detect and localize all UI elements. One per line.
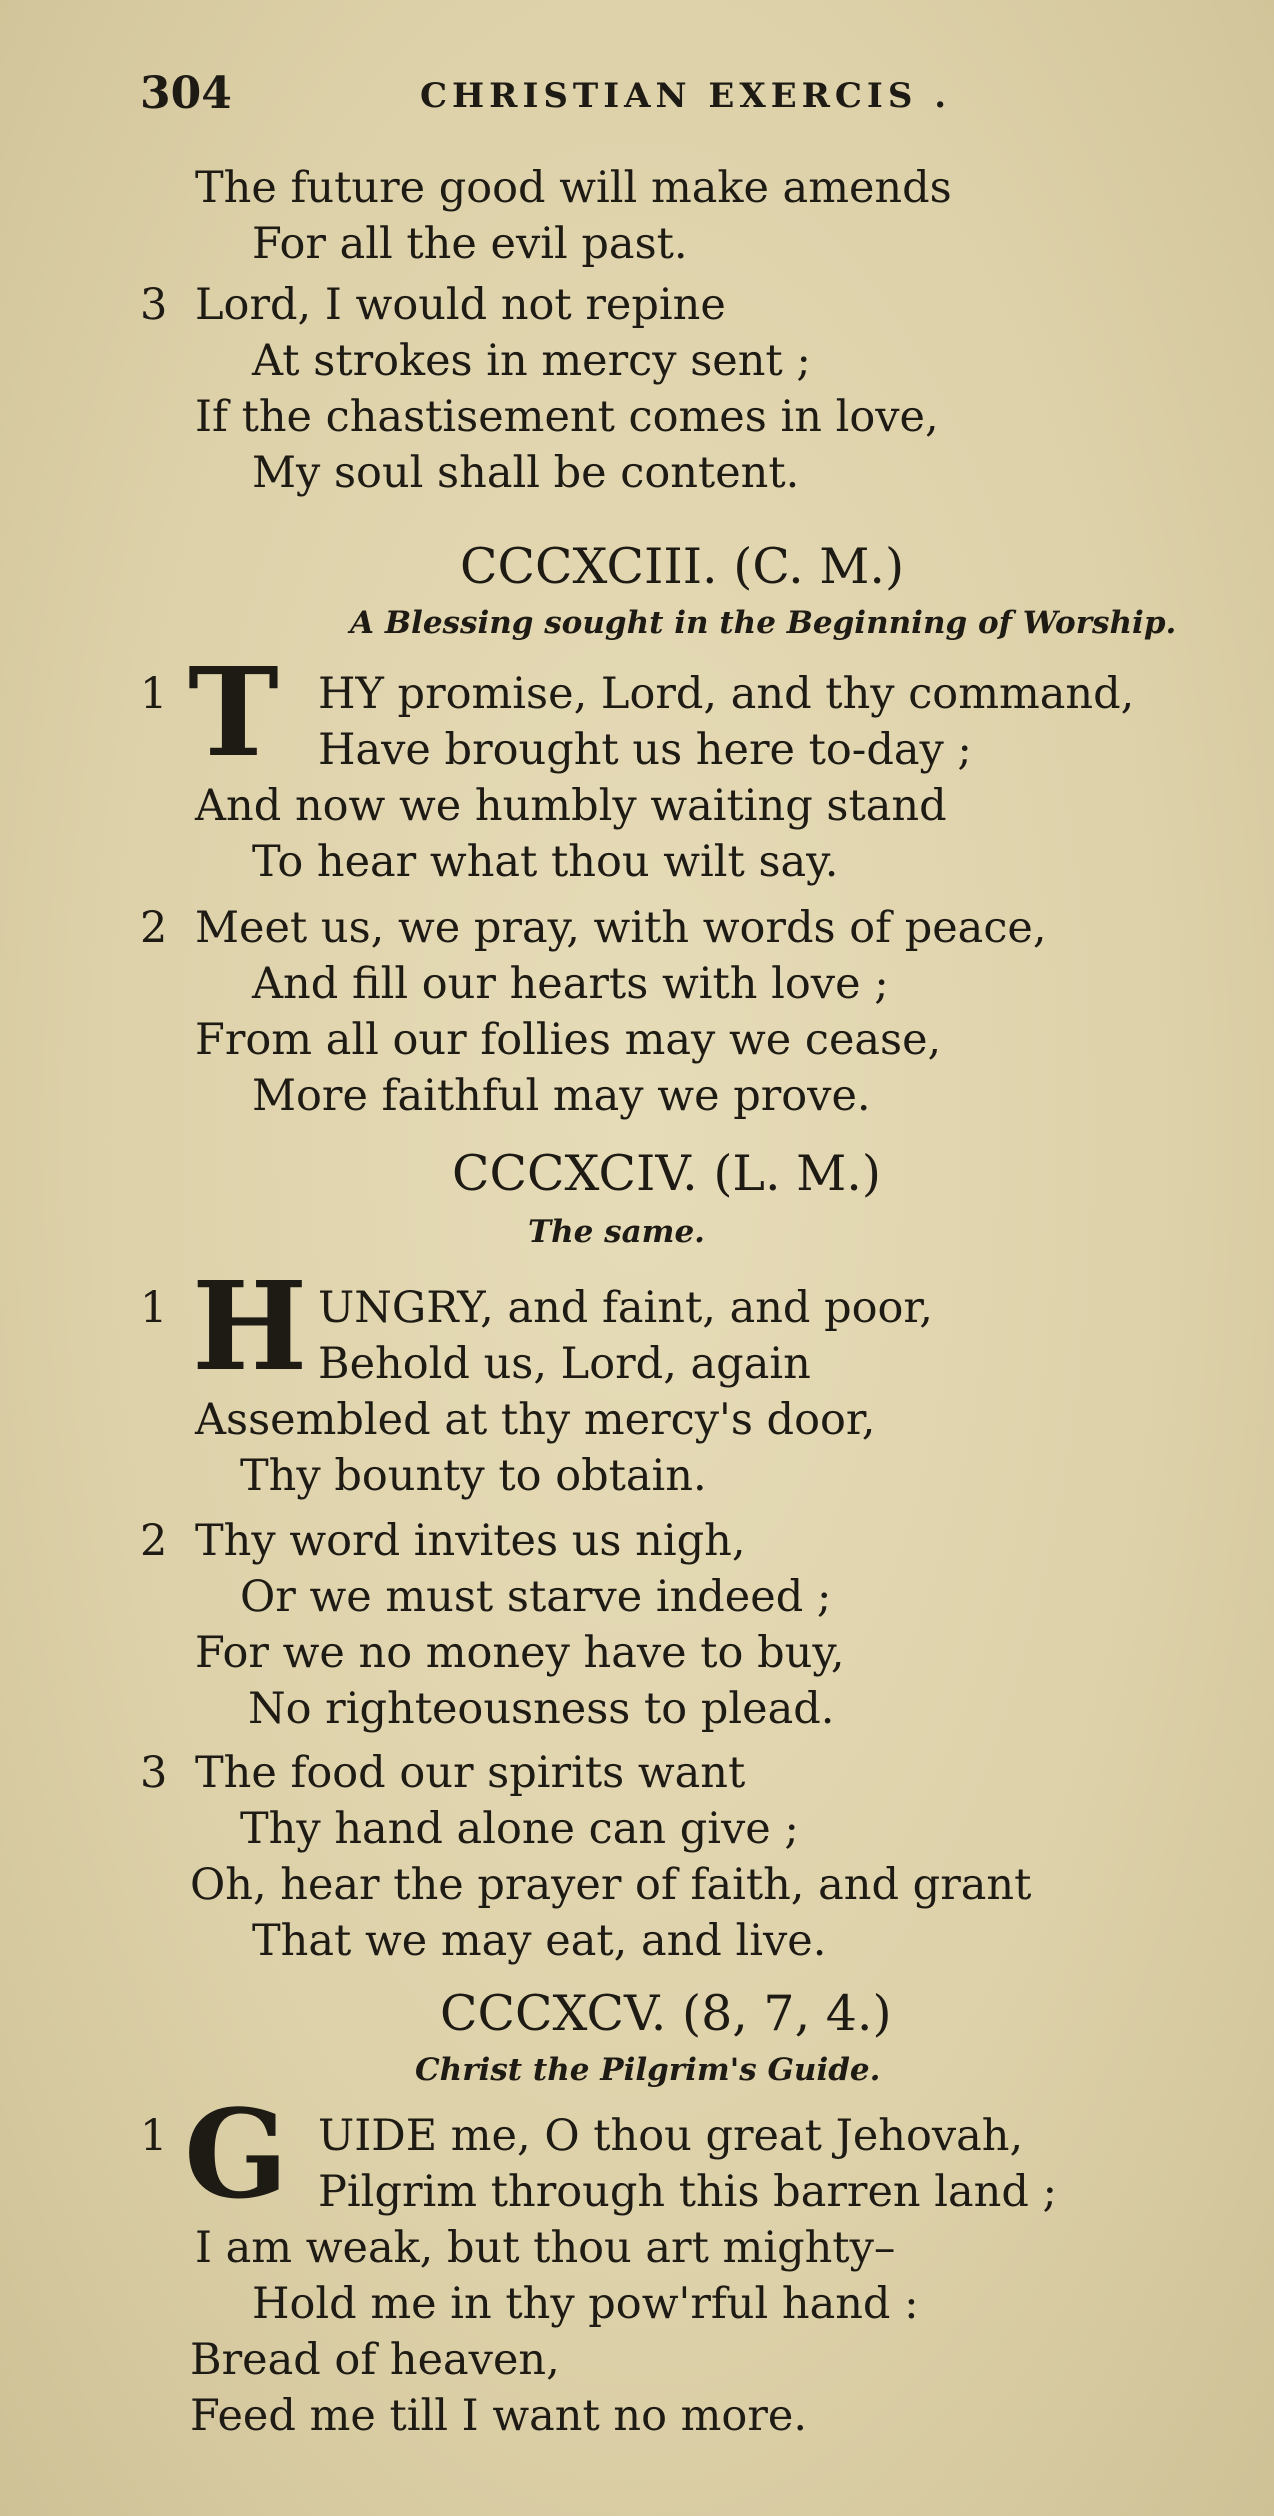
verse-line: My soul shall be content.	[252, 448, 800, 498]
verse-line: The food our spirits want	[195, 1748, 746, 1798]
hymn-subtitle: A Blessing sought in the Beginning of Worship.	[350, 605, 1177, 641]
verse-line: Have brought us here to-day ;	[318, 725, 972, 775]
drop-cap: T	[188, 640, 279, 784]
verse-line: From all our follies may we cease,	[195, 1015, 942, 1065]
verse-line: If the chastisement comes in love,	[195, 392, 939, 442]
drop-cap: G	[184, 2082, 289, 2226]
verse-line: HY promise, Lord, and thy command,	[318, 669, 1135, 719]
verse-line: For all the evil past.	[252, 219, 688, 269]
running-title: CHRISTIAN EXERCIS .	[420, 76, 952, 116]
stanza-number: 1	[140, 2111, 168, 2161]
stanza-number: 2	[140, 903, 168, 953]
stanza-number: 2	[140, 1516, 168, 1566]
verse-line: More faithful may we prove.	[252, 1071, 871, 1121]
verse-line: Lord, I would not repine	[195, 280, 726, 330]
verse-line: To hear what thou wilt say.	[252, 837, 839, 887]
verse-line: Bread of heaven,	[190, 2335, 560, 2385]
hymn-title: CCCXCIII. (C. M.)	[460, 538, 905, 595]
verse-line: Pilgrim through this barren land ;	[318, 2167, 1058, 2217]
drop-cap: H	[192, 1254, 308, 1398]
verse-line: Thy word invites us nigh,	[195, 1516, 746, 1566]
page-number: 304	[140, 68, 232, 119]
verse-line: And now we humbly waiting stand	[195, 781, 947, 831]
hymn-title: CCCXCV. (8, 7, 4.)	[440, 1985, 892, 2042]
verse-line: Thy hand alone can give ;	[240, 1804, 799, 1854]
stanza-number: 1	[140, 669, 168, 719]
verse-line: UIDE me, O thou great Jehovah,	[318, 2111, 1024, 2161]
verse-line: That we may eat, and live.	[252, 1916, 827, 1966]
verse-line: The future good will make amends	[195, 163, 952, 213]
verse-line: For we no money have to buy,	[195, 1628, 845, 1678]
verse-line: Hold me in thy pow'rful hand :	[252, 2279, 919, 2329]
verse-line: Meet us, we pray, with words of peace,	[195, 903, 1047, 953]
stanza-number: 3	[140, 1748, 168, 1798]
stanza-number: 3	[140, 280, 168, 330]
verse-line: Thy bounty to obtain.	[240, 1451, 707, 1501]
verse-line: Behold us, Lord, again	[318, 1339, 811, 1389]
verse-line: At strokes in mercy sent ;	[252, 336, 811, 386]
hymn-subtitle: Christ the Pilgrim's Guide.	[415, 2052, 881, 2088]
page-header	[140, 68, 1040, 128]
verse-line: Feed me till I want no more.	[190, 2391, 807, 2441]
verse-line: Or we must starve indeed ;	[240, 1572, 832, 1622]
verse-line: UNGRY, and faint, and poor,	[318, 1283, 933, 1333]
verse-line: And fill our hearts with love ;	[252, 959, 889, 1009]
hymn-subtitle: The same.	[528, 1214, 705, 1250]
hymn-title: CCCXCIV. (L. M.)	[452, 1145, 881, 1202]
verse-line: No righteousness to plead.	[248, 1684, 835, 1734]
verse-line: Oh, hear the prayer of faith, and grant	[190, 1860, 1032, 1910]
verse-line: I am weak, but thou art mighty–	[195, 2223, 896, 2273]
verse-line: Assembled at thy mercy's door,	[195, 1395, 876, 1445]
stanza-number: 1	[140, 1283, 168, 1333]
